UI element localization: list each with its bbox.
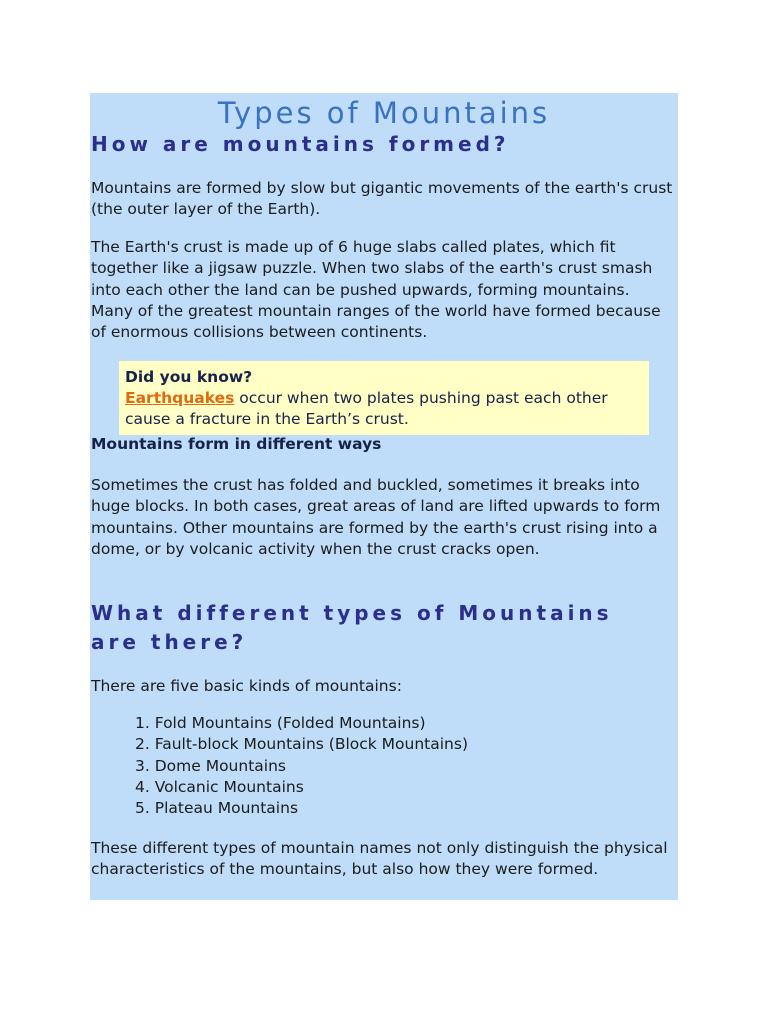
article-panel [90, 93, 678, 900]
list-item: 4. Volcanic Mountains [135, 777, 304, 796]
subheading-different-ways: Mountains form in different ways [91, 435, 382, 453]
earthquakes-link[interactable]: Earthquakes [125, 389, 235, 407]
did-you-know-callout [119, 361, 649, 435]
paragraph-five-kinds: There are five basic kinds of mountains: [91, 677, 402, 695]
list-item: 5. Plateau Mountains [135, 799, 299, 818]
page-title: Types of Mountains [217, 96, 551, 130]
heading-how-formed: How are mountains formed? [91, 132, 510, 156]
list-item: 2. Fault-block Mountains (Block Mountains) [135, 735, 469, 754]
paragraph-plates: The Earth's crust is made up of 6 huge slabs called plates, which fit together like a jigsaw puzzle. When two slabs of the earth's crust smash into each other the land can be pushed upwards, forming mountains. Many of the greatest mountain ranges of the world have formed because of enormous collisions between continents. [91, 238, 661, 342]
mountain-types-list [91, 713, 651, 819]
list-item: 1. Fold Mountains (Folded Mountains) [135, 714, 426, 732]
paragraph-intro: Mountains are formed by slow but gigantic movements of the earth's crust (the outer layer of the Earth). [91, 179, 673, 219]
list-item: 3. Dome Mountains [135, 756, 286, 775]
heading-types: What different types of Mountains are there? [91, 601, 613, 654]
callout-heading: Did you know? [125, 368, 253, 386]
callout-text: occur when two plates pushing past each other cause a fracture in the Earth’s crust. [125, 389, 608, 428]
paragraph-conclusion: These different types of mountain names not only distinguish the physical characteristics of the mountains, but also how they were formed. [91, 839, 668, 879]
paragraph-crust: Sometimes the crust has folded and buckled, sometimes it breaks into huge blocks. In both cases, great areas of land are lifted upwards to form mountains. Other mountains are formed by the earth's crust rising into a dome, or by volcanic activity when the crust cracks open. [91, 476, 661, 558]
